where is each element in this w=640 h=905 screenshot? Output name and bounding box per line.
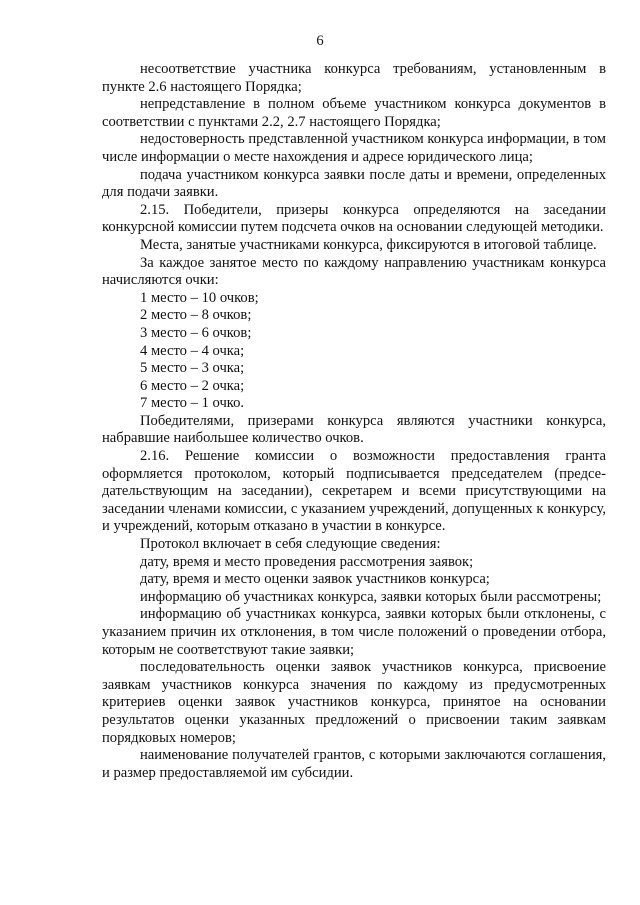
paragraph-protocol-intro: Протокол включает в себя следующие сведения:: [140, 536, 441, 553]
paragraph-evaluation-date: дату, время и место оценки заявок участников конкурса;: [140, 571, 490, 588]
paragraph-reviewed-participants: информацию об участниках конкурса, заявки которых были рассмотрены;: [140, 588, 602, 605]
paragraph-grant-recipients: наименование получателей грантов, с которыми заключаются соглашения, и размер предоставляемой им субсидии.: [102, 747, 606, 781]
list-item: 7 место – 1 очко.: [140, 395, 245, 412]
paragraph-late-submission: подача участником конкурса заявки после даты и времени, определенных для подачи заявки.: [102, 166, 606, 201]
paragraph-2-16: 2.16. Решение комиссии о возможности предоставления гранта оформляется протоколом, который подписывается председателем (предсе-дательствующим на заседании), секретарем и всеми присутствующими на заседании членами комиссии, с указанием учреждений, допущенных к конкурсу, и учреждений, которым отказано в участии в конкурсе.: [102, 448, 606, 535]
paragraph-non-submission: непредставление в полном объеме участником конкурса документов в соответствии с пунктами 2.2, 2.7 настоящего Порядка;: [102, 96, 606, 130]
page-number: 6: [316, 33, 324, 49]
document-body: [102, 61, 606, 782]
paragraph-2-15: 2.15. Победители, призеры конкурса определяются на заседании конкурсной комиссии путем подсчета очков на основании следующей методики.: [102, 201, 606, 236]
paragraph-inaccuracy: недостоверность представленной участником конкурса информации, в том числе информации о месте нахождения и адресе юридического лица;: [102, 131, 606, 165]
list-item: 4 место – 4 очка;: [140, 342, 245, 359]
paragraph-winners: Победителями, призерами конкурса являются участники конкурса, набравшие наибольшее количество очков.: [102, 412, 606, 447]
list-item: 2 место – 8 очков;: [140, 307, 252, 324]
list-item: 6 место – 2 очка;: [140, 377, 245, 394]
list-item: 3 место – 6 очков;: [140, 324, 252, 341]
points-list: [102, 290, 606, 413]
paragraph-points-intro: За каждое занятое место по каждому направлению участникам конкурса начисляются очки:: [102, 254, 606, 289]
paragraph-evaluation-sequence: последовательность оценки заявок участников конкурса, присвоение заявкам участников конкурса значения по каждому из предусмотренных критериев оценки заявок участников конкурса, принятое на основании результатов оценки указанных предложений о присвоении таким заявкам порядковых номеров;: [102, 659, 606, 746]
paragraph-rejected-participants: информацию об участниках конкурса, заявки которых были отклонены, с указанием причин их отклонения, в том числе положений о проведении отбора, которым не соответствуют такие заявки;: [102, 606, 606, 658]
paragraph-nonconformity: несоответствие участника конкурса требованиям, установленным в пункте 2.6 настоящего Порядка;: [102, 61, 606, 95]
list-item: 1 место – 10 очков;: [140, 289, 259, 306]
paragraph-review-date: дату, время и место проведения рассмотрения заявок;: [140, 553, 474, 570]
paragraph-places-table: Места, занятые участниками конкурса, фиксируются в итоговой таблице.: [140, 236, 597, 253]
list-item: 5 место – 3 очка;: [140, 360, 245, 377]
